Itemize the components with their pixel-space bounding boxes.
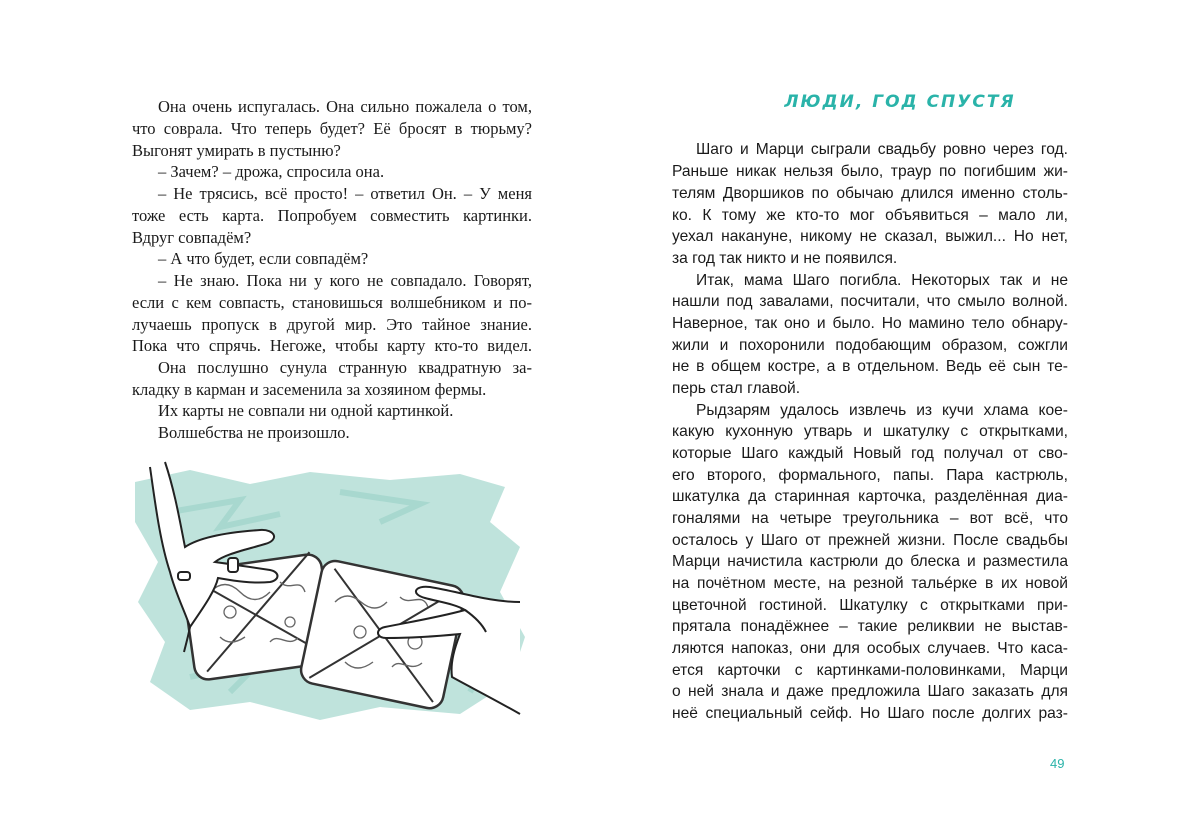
text-line: – Зачем? – дрожа, спросила она.: [158, 162, 385, 181]
text-line: Выгонят умирать в пустыню?: [132, 141, 341, 160]
text-line: – А что будет, если совпадём?: [158, 249, 369, 268]
text-line: если с кем совпасть, становишься волшебником и по-: [132, 293, 532, 312]
text-line: за год так никто и не появился.: [672, 250, 898, 267]
text-line: о ней знала и даже предложила Шаго заказать для: [672, 683, 1068, 700]
text-line: телям Дворшиков по обычаю длился именно столь-: [672, 185, 1068, 202]
text-line: ляются напоказ, они для особых случаев. Что каса-: [672, 640, 1068, 657]
text-line: цветочной гостиной. Шкатулку с открытками при-: [672, 597, 1068, 614]
text-line: Марци начистила кастрюли до блеска и разместила: [672, 553, 1068, 570]
text-line: осталось у Шаго от прежней жизни. После свадьбы: [672, 532, 1068, 549]
text-line: Их карты не совпали ни одной картинкой.: [158, 401, 454, 420]
text-line: кладку в карман и засеменила за хозяином фермы.: [132, 380, 487, 399]
text-line: прятала понадёжнее – такие реликвии не выстав-: [672, 618, 1068, 635]
text-line: которые Шаго каждый Новый год получал от сво-: [672, 445, 1068, 462]
hands-cards-illustration: [130, 452, 530, 727]
text-line: тоже есть карта. Попробуем совместить картинки.: [132, 206, 532, 225]
text-line: перь стал главой.: [672, 380, 801, 397]
text-line: уехал накануне, никому не сказал, выжил... Но нет,: [672, 228, 1068, 245]
text-line: жили и похоронили подобающим образом, сожгли: [672, 337, 1068, 354]
text-line: что соврала. Что теперь будет? Её бросят в тюрьму?: [132, 119, 532, 138]
right-page: [600, 0, 1200, 822]
text-line: не в общем костре, а в отдельном. Ведь её сын те-: [672, 358, 1068, 375]
text-line: Пока что спрячь. Негоже, чтобы карту кто-то видел.: [132, 336, 532, 355]
text-line: – Не трясись, всё просто! – ответил Он. – У меня: [158, 184, 532, 203]
text-line: неё специальный сейф. Но Шаго после долгих раз-: [672, 705, 1068, 722]
page-number: 49: [1050, 756, 1065, 771]
text-line: шкатулка да старинная карточка, разделённая диа-: [672, 488, 1068, 505]
text-line: гоналями на четыре треугольника – вот всё, что: [672, 510, 1068, 527]
text-line: ко. К тому же кто-то мог объявиться – мало ли,: [672, 207, 1068, 224]
text-line: Вдруг совпадём?: [132, 228, 252, 247]
chapter-title: ЛЮДИ, ГОД СПУСТЯ: [784, 92, 1016, 112]
text-line: Итак, мама Шаго погибла. Некоторых так и не: [696, 272, 1068, 289]
text-line: Она послушно сунула странную квадратную за-: [158, 358, 532, 377]
text-line: какую кухонную утварь и шкатулку с открытками,: [672, 423, 1068, 440]
text-line: лучаешь пропуск в другой мир. Это тайное знание.: [132, 315, 532, 334]
text-line: его второго, формального, папы. Пара кастрюль,: [672, 467, 1068, 484]
text-line: – Не знаю. Пока ни у кого не совпадало. Говорят,: [158, 271, 532, 290]
text-line: нашли под завалами, посчитали, что смыло волной.: [672, 293, 1068, 310]
text-line: Раньше никак нельзя было, траур по погибшим жи-: [672, 163, 1068, 180]
text-line: Наверное, так оно и было. Но мамино тело обнару-: [672, 315, 1068, 332]
text-line: Она очень испугалась. Она сильно пожалела о том,: [158, 97, 532, 116]
text-line: Волшебства не произошло.: [158, 423, 350, 442]
text-line: Шаго и Марци сыграли свадьбу ровно через год.: [696, 141, 1068, 158]
text-line: на почётном месте, на резной тальéрке в их новой: [672, 575, 1068, 592]
text-line: ется карточки с картинками-половинками, Марци: [672, 662, 1068, 679]
text-line: Рыдзарям удалось извлечь из кучи хлама кое-: [696, 402, 1068, 419]
